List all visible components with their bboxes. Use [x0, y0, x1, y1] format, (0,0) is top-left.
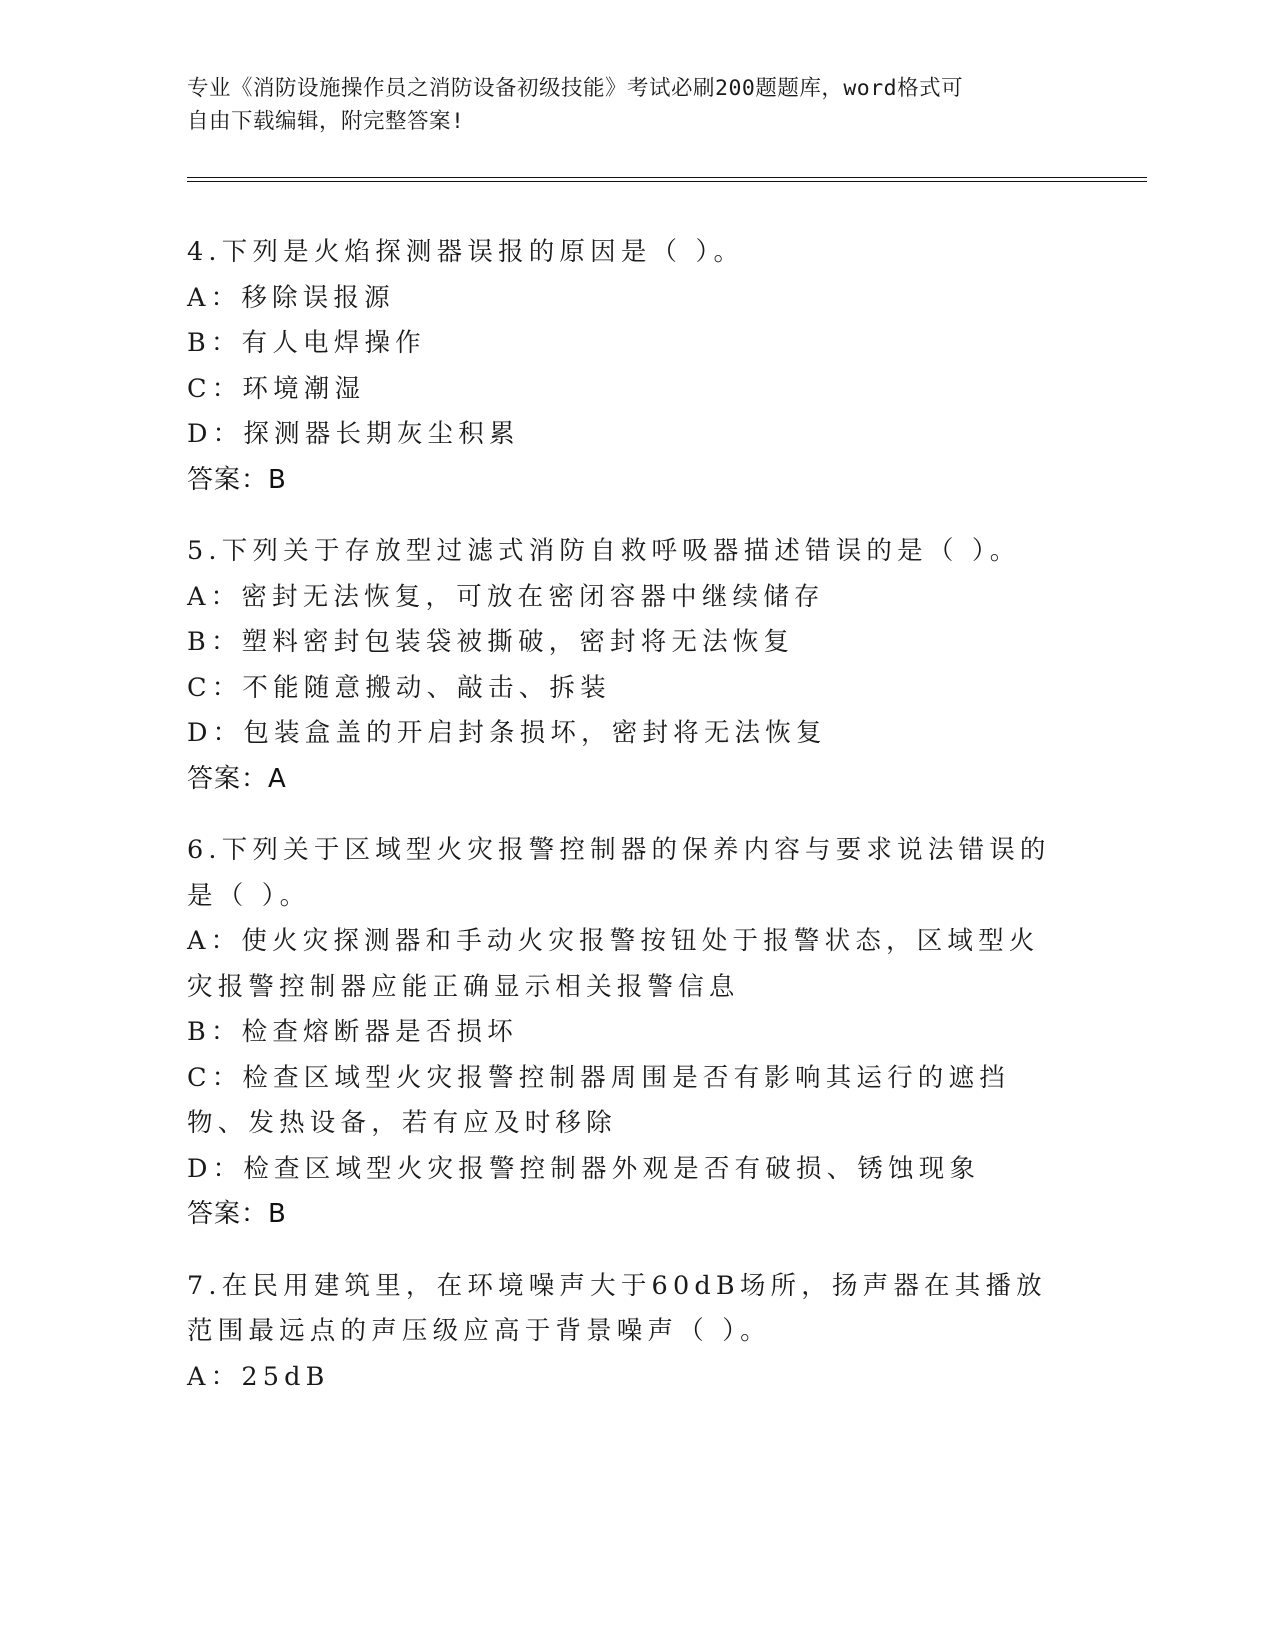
answer: 答案：B: [187, 1199, 287, 1229]
header-line-1: 专业《消防设施操作员之消防设备初级技能》考试必刷200题题库，word格式可: [187, 76, 964, 101]
option-d: D：包装盒盖的开启封条损坏，密封将无法恢复: [187, 718, 827, 748]
header-line-2: 自由下载编辑，附完整答案!: [187, 109, 465, 134]
header-divider-top: [187, 177, 1147, 178]
question-stem: 7.在民用建筑里，在环境噪声大于60dB场所，扬声器在其播放范围最远点的声压级应高于背景噪声（ ）。: [187, 1270, 1047, 1346]
option-c: C：检查区域型火灾报警控制器周围是否有影响其运行的遮挡物、发热设备，若有应及时移除: [187, 1062, 1010, 1138]
question-stem: 4.下列是火焰探测器误报的原因是（ ）。: [187, 237, 745, 267]
header-divider-bottom: [187, 181, 1147, 182]
option-d: D：检查区域型火灾报警控制器外观是否有破损、锈蚀现象: [187, 1153, 981, 1184]
option-a: A：25dB: [187, 1361, 330, 1392]
answer: 答案：B: [187, 464, 287, 495]
answer: 答案：A: [187, 763, 287, 794]
option-b: B：检查熔断器是否损坏: [187, 1017, 518, 1047]
question-list: [187, 230, 1067, 1426]
question-stem: 6.下列关于区域型火灾报警控制器的保养内容与要求说法错误的是（ ）。: [187, 835, 1051, 911]
option-c: C：不能随意搬动、敲击、拆装: [187, 672, 611, 703]
option-b: B：有人电焊操作: [187, 328, 426, 358]
option-a: A：移除误报源: [187, 282, 395, 313]
option-c: C：环境潮湿: [187, 373, 366, 404]
question-7: [187, 1264, 1067, 1401]
option-a: A：使火灾探测器和手动火灾报警按钮处于报警状态，区域型火灾报警控制器应能正确显示相关报警信息: [187, 926, 1040, 1002]
question-4: [187, 230, 1067, 503]
option-d: D：探测器长期灰尘积累: [187, 419, 520, 449]
option-b: B：塑料密封包装袋被撕破，密封将无法恢复: [187, 627, 795, 657]
question-6: [187, 828, 1067, 1238]
question-5: [187, 529, 1067, 802]
question-stem: 5.下列关于存放型过滤式消防自救呼吸器描述错误的是（ ）。: [187, 536, 1021, 566]
document-header: [187, 72, 1067, 138]
option-a: A：密封无法恢复，可放在密闭容器中继续储存: [187, 581, 825, 612]
